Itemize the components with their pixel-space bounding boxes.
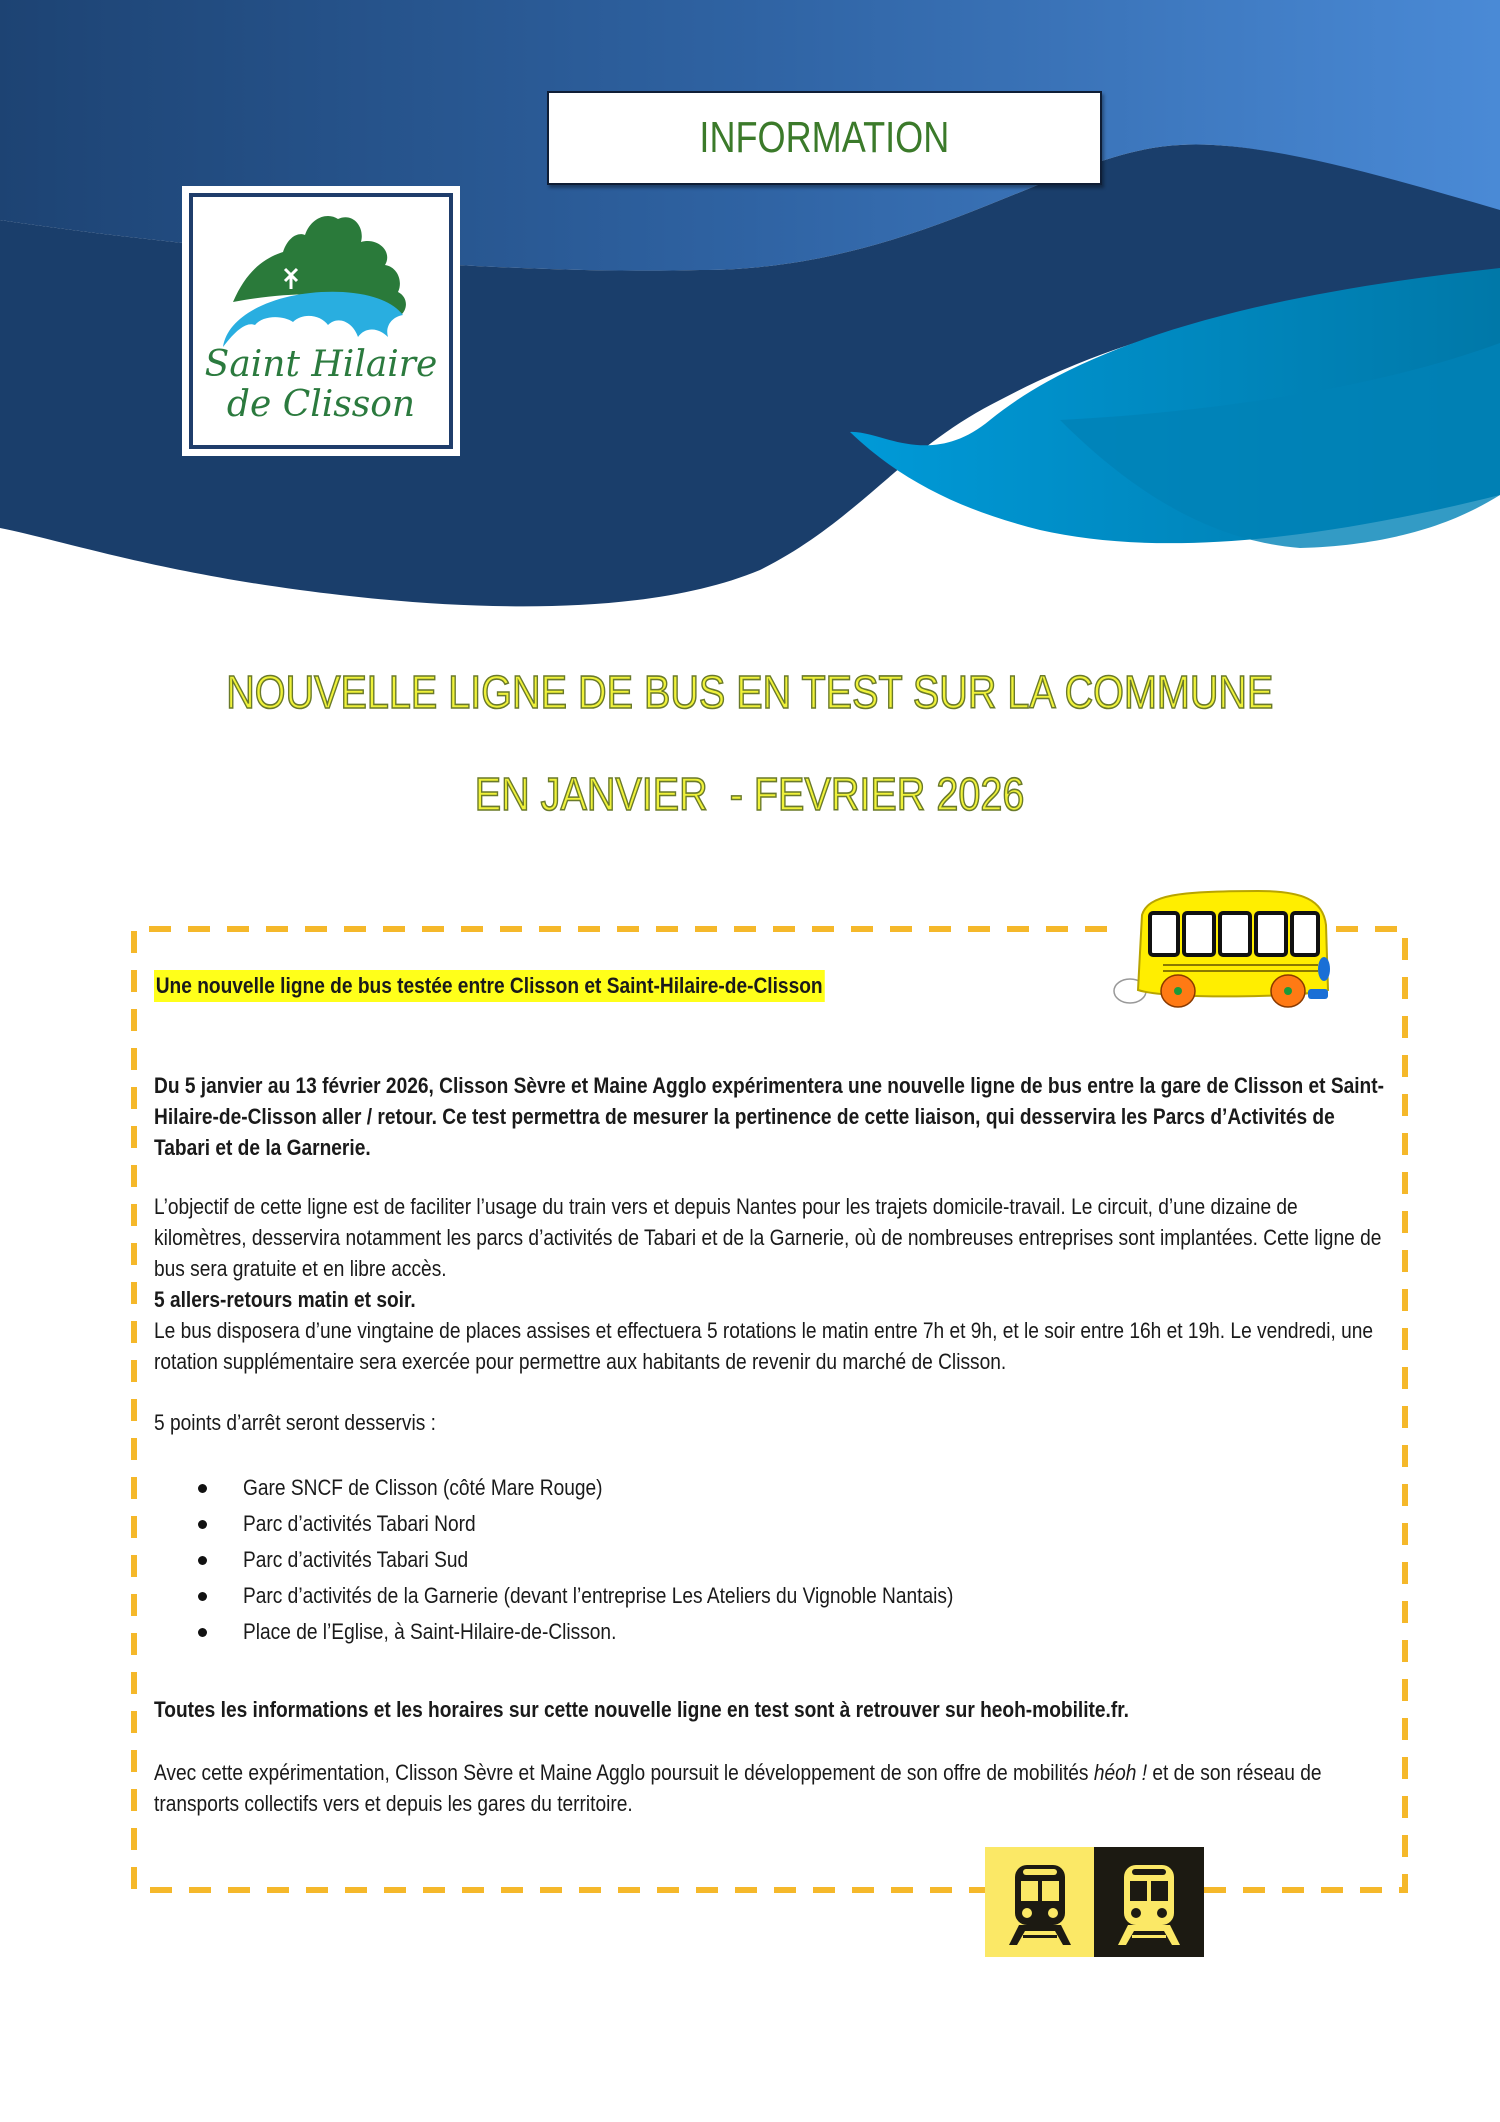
headline-line1: NOUVELLE LIGNE DE BUS EN TEST SUR LA COMMUNE bbox=[226, 666, 1274, 718]
stops-list bbox=[154, 1470, 1389, 1650]
heoh-brand: héoh ! bbox=[1093, 1760, 1148, 1785]
municipality-logo bbox=[182, 186, 460, 456]
stop-item: Place de l’Eglise, à Saint-Hilaire-de-Clisson. bbox=[154, 1614, 1389, 1650]
trips-paragraph: Le bus disposera d’une vingtaine de places assises et effectuera 5 rotations le matin entre 7h et 9h, et le soir entre 16h et 19h. Le vendredi, une rotation supplémentaire sera exercée pour permettre aux habitants de revenir du marché de Clisson. bbox=[154, 1318, 1374, 1374]
information-badge bbox=[547, 91, 1102, 185]
logo-name-line2: de Clisson bbox=[226, 384, 416, 425]
train-icon bbox=[1094, 1847, 1204, 1957]
headline-line2: EN JANVIER - FEVRIER 2026 bbox=[475, 768, 1025, 820]
bullet-icon bbox=[198, 1520, 207, 1529]
closing-paragraph: Avec cette expérimentation, Clisson Sèvre et Maine Agglo poursuit le développement de son offre de mobilités héoh ! et de son réseau de transports collectifs vers et depuis les gares du territoire. bbox=[154, 1760, 1322, 1816]
intro-paragraph: Du 5 janvier au 13 février 2026, Clisson Sèvre et Maine Agglo expérimentera une nouvelle ligne de bus entre la gare de Clisson et Saint-Hilaire-de-Clisson aller / retour. Ce test permettra de mesurer la pertinence de cette liaison, qui desservira les Parcs d’Activités de Tabari et de la Garnerie. bbox=[154, 1073, 1384, 1160]
logo-frame bbox=[189, 193, 453, 449]
trips-heading: 5 allers-retours matin et soir. bbox=[154, 1287, 416, 1312]
article-subtitle: Une nouvelle ligne de bus testée entre Clisson et Saint-Hilaire-de-Clisson bbox=[154, 970, 824, 1002]
logo-name-line1: Saint Hilaire bbox=[204, 344, 438, 385]
objective-paragraph: L’objectif de cette ligne est de faciliter l’usage du train vers et depuis Nantes pour les trajets domicile-travail. Le circuit, d’une dizaine de kilomètres, desservira notamment les parcs d’activités de Tabari et de la Garnerie, où de nombreuses entreprises sont implantées. Cette ligne de bus sera gratuite et en libre accès. bbox=[154, 1194, 1382, 1281]
bullet-icon bbox=[198, 1592, 207, 1601]
stop-item: Gare SNCF de Clisson (côté Mare Rouge) bbox=[154, 1470, 1389, 1506]
stops-intro: 5 points d’arrêt seront desservis : bbox=[154, 1410, 436, 1435]
oak-leaf-windmill-icon bbox=[193, 197, 449, 347]
train-icon-light bbox=[985, 1847, 1095, 1957]
stop-item: Parc d’activités Tabari Sud bbox=[154, 1542, 1389, 1578]
train-icon bbox=[985, 1847, 1095, 1957]
bullet-icon bbox=[198, 1628, 207, 1637]
info-website-paragraph: Toutes les informations et les horaires sur cette nouvelle ligne en test sont à retrouver sur heoh-mobilite.fr. bbox=[154, 1697, 1129, 1722]
article-body bbox=[154, 960, 1389, 1819]
train-icon-dark bbox=[1094, 1847, 1204, 1957]
bullet-icon bbox=[198, 1484, 207, 1493]
stop-item: Parc d’activités de la Garnerie (devant l’entreprise Les Ateliers du Vignoble Nantais) bbox=[154, 1578, 1389, 1614]
bullet-icon bbox=[198, 1556, 207, 1565]
stop-item: Parc d’activités Tabari Nord bbox=[154, 1506, 1389, 1542]
information-badge-label: INFORMATION bbox=[699, 113, 950, 162]
